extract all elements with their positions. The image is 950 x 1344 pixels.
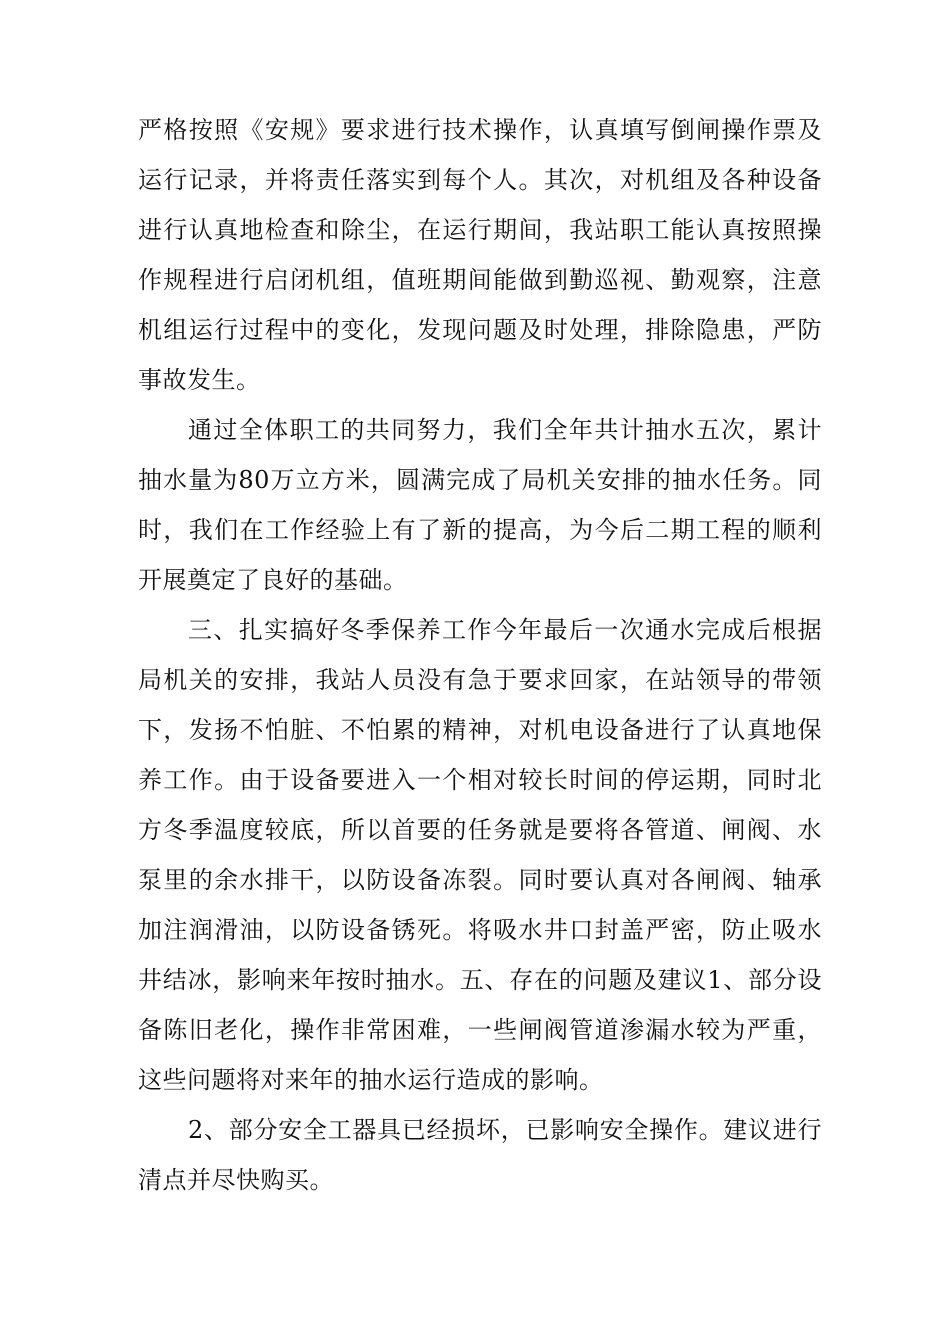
paragraph-pumping-results: 通过全体职工的共同努力，我们全年共计抽水五次，累计抽水量为80万立方米，圆满完成了局机关安排的抽水任务。同时，我们在工作经验上有了新的提高，为今后二期工程的顺利开展奠定了良好的基础。 — [138, 416, 822, 594]
paragraph-safety-tools: 2、部分安全工器具已经损坏，已影响安全操作。建议进行清点并尽快购买。 — [138, 1116, 822, 1194]
paragraph-winter-maintenance: 三、扎实搞好冬季保养工作今年最后一次通水完成后根据局机关的安排，我站人员没有急于要求回家，在站领导的带领下，发扬不怕脏、不怕累的精神，对机电设备进行了认真地保养工作。由于设备要进入一个相对较长时间的停运期，同时北方冬季温度较底，所以首要的任务就是要将各管道、闸阀、水泵里的余水排干，以防设备冻裂。同时要认真对各闸阀、轴承加注润滑油，以防设备锈死。将吸水井口封盖严密，防止吸水井结冰，影响来年按时抽水。五、存在的问题及建议1、部分设备陈旧老化，操作非常困难，一些闸阀管道渗漏水较为严重，这些问题将对来年的抽水运行造成的影响。 — [138, 616, 822, 1094]
paragraph-safety-operation: 严格按照《安规》要求进行技术操作，认真填写倒闸操作票及运行记录，并将责任落实到每个人。其次，对机组及各种设备进行认真地检查和除尘，在运行期间，我站职工能认真按照操作规程进行启闭机组，值班期间能做到勤巡视、勤观察，注意机组运行过程中的变化，发现问题及时处理，排除隐患，严防事故发生。 — [138, 116, 822, 394]
document-page — [138, 105, 822, 1205]
